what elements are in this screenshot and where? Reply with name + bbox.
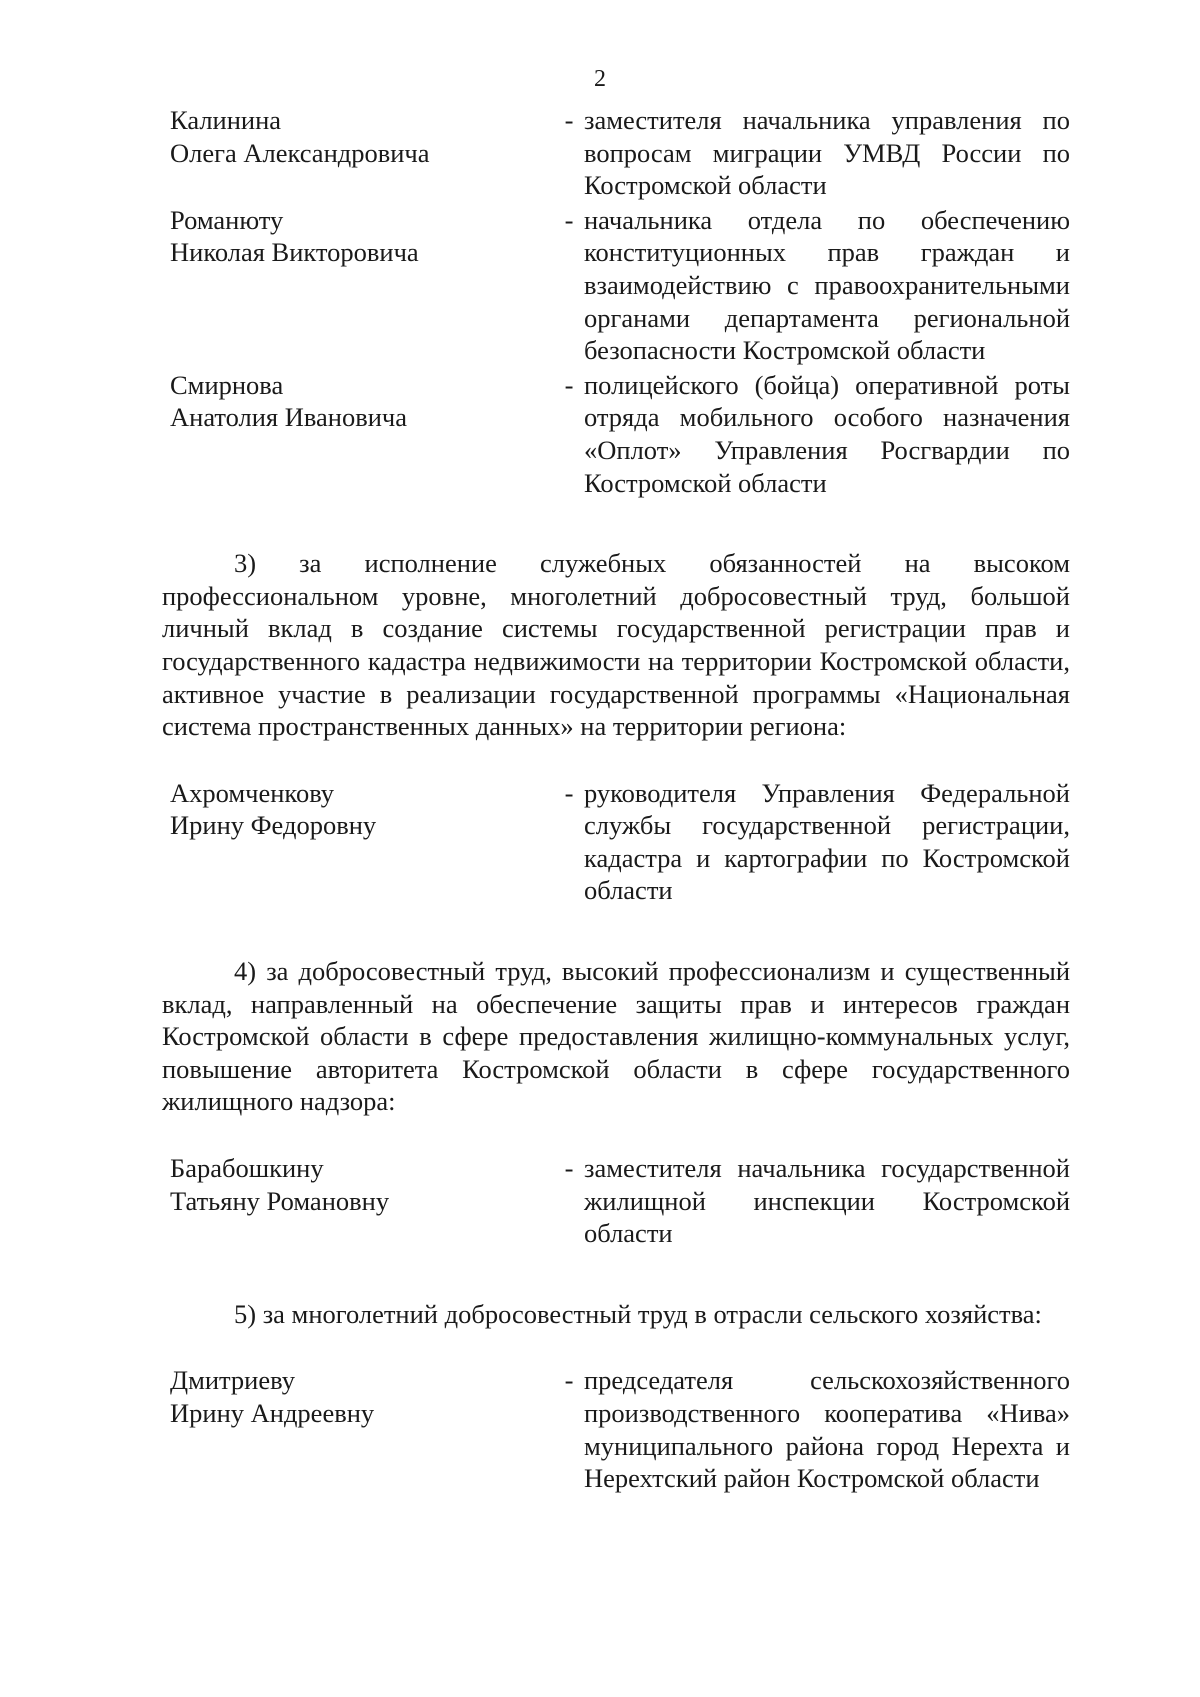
section-3-paragraph: 3) за исполнение служебных обязанностей на высоком профессиональном уровне, многолетний добросовестный труд, большой личный вклад в создание системы государственной регистрации прав и государственного кадастра недвижимости на территории Костромской области, активное участие в реализации государственной программы «Национальная система пространственных данных» на территории региона: <box>162 548 1070 742</box>
person-position: председателя сельскохозяйственного производственного кооператива «Нива» муниципального района город Нерехта и Нерехтский район Костромской области <box>584 1365 1070 1494</box>
person-name <box>162 204 542 367</box>
person-given-name: Анатолия Ивановича <box>170 402 408 433</box>
entry-dash: - <box>564 369 574 400</box>
person-position: начальника отдела по обеспечению конституционных прав граждан и взаимодействию с правоохранительными органами департамента региональной безопасности Костромской области <box>584 204 1070 366</box>
person-entry-smirnov <box>162 369 1070 499</box>
person-entry-akhromchenkova <box>162 777 1070 907</box>
person-surname: Калинина <box>170 105 282 135</box>
person-surname: Дмитриеву <box>170 1365 295 1396</box>
section-5-paragraph: 5) за многолетний добросовестный труд в отрасли сельского хозяйства: <box>234 1298 1042 1329</box>
person-entry-kalinin <box>162 104 1070 202</box>
person-position: заместителя начальника государственной жилищной инспекции Костромской области <box>584 1153 1070 1249</box>
person-surname: Ахромченкову <box>170 777 335 808</box>
person-entry-dmitrieva <box>162 1364 1070 1494</box>
entry-dash: - <box>564 1153 574 1184</box>
entry-dash: - <box>564 105 574 135</box>
entry-dash: - <box>564 777 574 808</box>
person-surname: Романюту <box>170 204 284 235</box>
person-name <box>162 1152 542 1250</box>
section-4-paragraph: 4) за добросовестный труд, высокий профессионализм и существенный вклад, направленный на обеспечение защиты прав и интересов граждан Костромской области в сфере предоставления жилищно-коммунальных услуг, повышение авторитета Костромской области в сфере государственного жилищного надзора: <box>162 956 1070 1117</box>
page-number: 2 <box>594 66 606 92</box>
person-name <box>162 369 542 499</box>
person-position: полицейского (бойца) оперативной роты отряда мобильного особого назначения «Оплот» Управления Росгвардии по Костромской области <box>584 369 1070 498</box>
person-name <box>162 777 542 907</box>
person-entry-baraboshkina <box>162 1152 1070 1250</box>
entry-dash: - <box>564 1365 574 1396</box>
person-name <box>162 1364 542 1494</box>
entry-dash: - <box>564 204 574 235</box>
person-position: руководителя Управления Федеральной службы государственной регистрации, кадастра и картографии по Костромской области <box>584 777 1070 906</box>
document-body <box>162 104 1070 1495</box>
person-name <box>162 104 542 202</box>
person-surname: Барабошкину <box>170 1153 324 1184</box>
person-given-name: Ирину Федоровну <box>170 810 377 841</box>
person-position: заместителя начальника управления по вопросам миграции УМВД России по Костромской области <box>584 105 1070 201</box>
person-given-name: Николая Викторовича <box>170 237 419 268</box>
person-given-name: Ирину Андреевну <box>170 1398 375 1428</box>
person-given-name: Олега Александровича <box>170 137 430 168</box>
person-surname: Смирнова <box>170 369 284 400</box>
person-given-name: Татьяну Романовну <box>170 1185 390 1216</box>
person-entry-romanyuta <box>162 204 1070 367</box>
